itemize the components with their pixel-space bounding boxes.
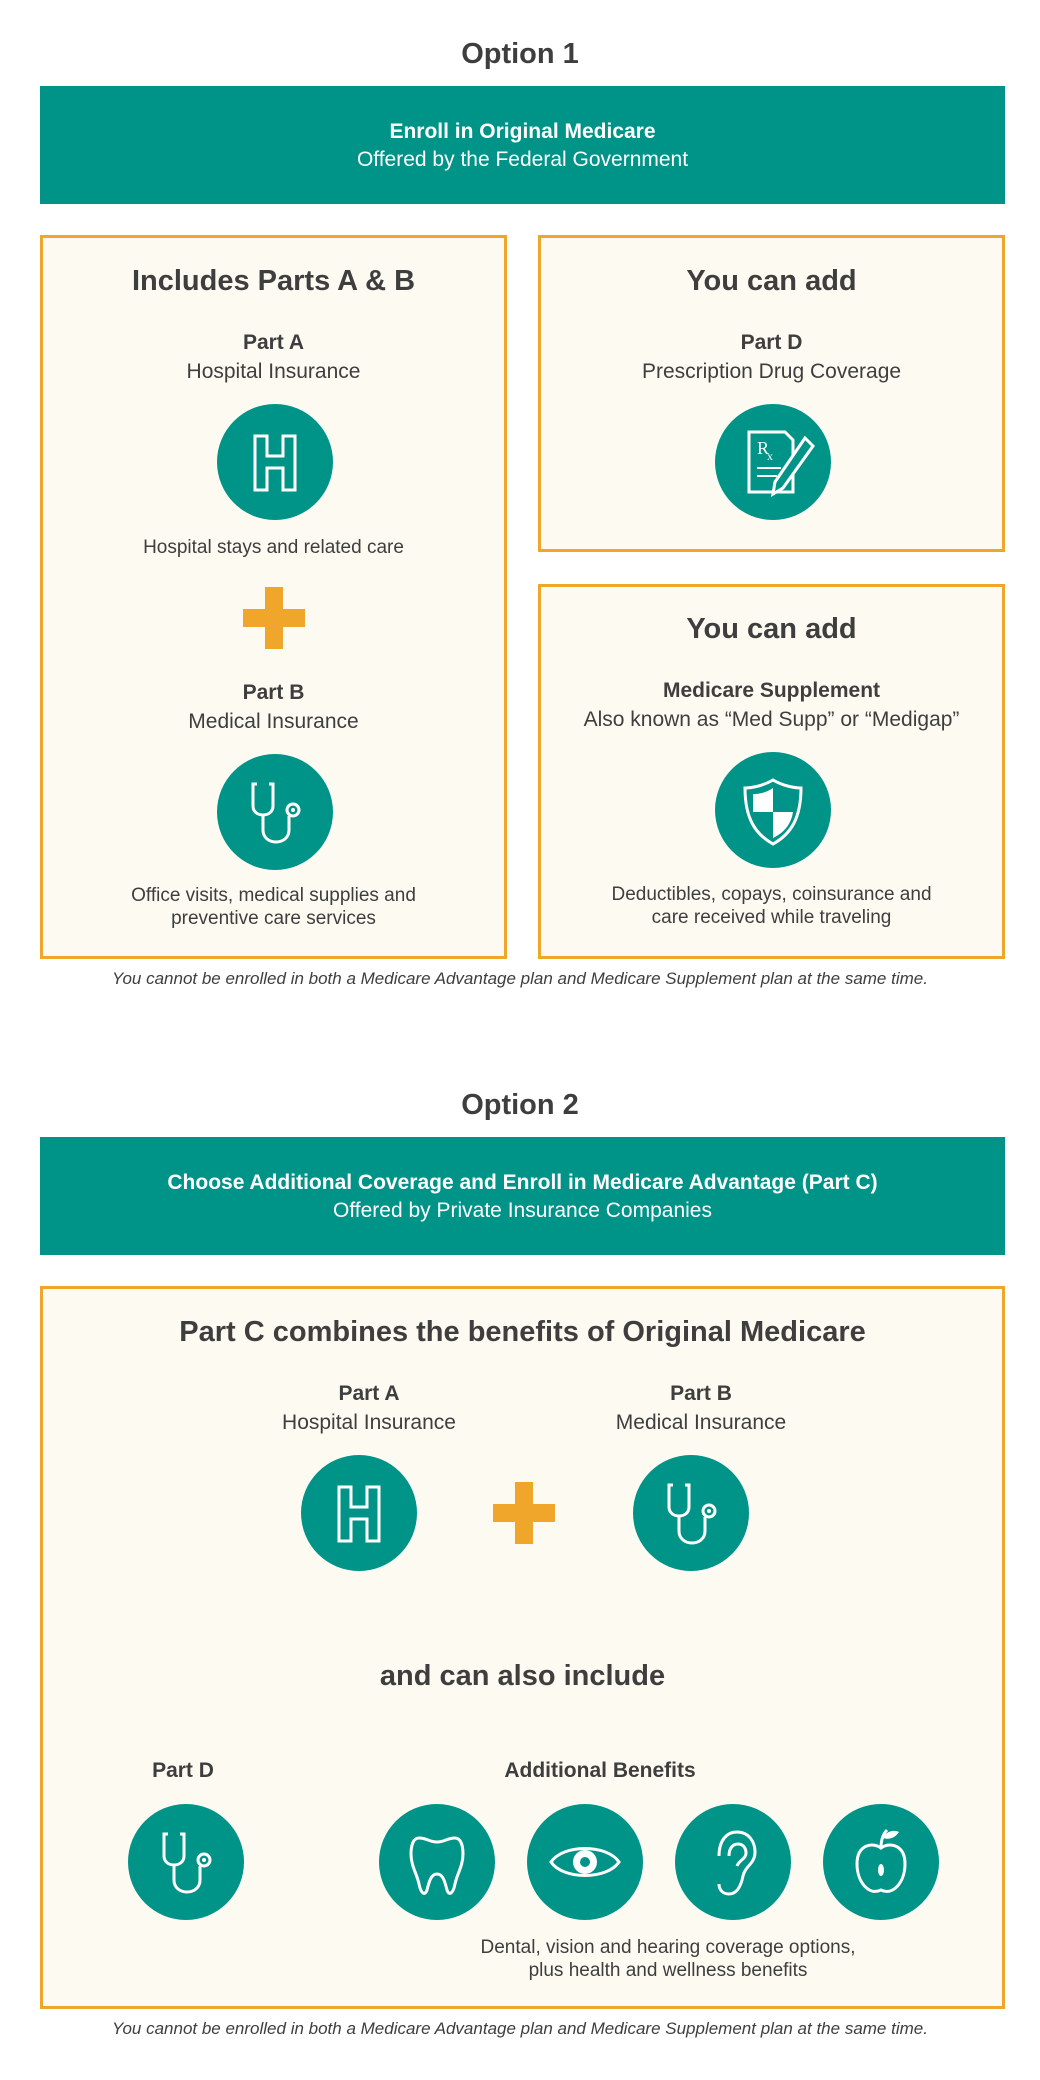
plus-icon [243, 587, 305, 649]
part-b-detail-line1: Office visits, medical supplies and [131, 885, 416, 906]
panel-heading: Part C combines the benefits of Original Medicare [179, 1316, 866, 1348]
supplement-detail-line1: Deductibles, copays, coinsurance and [611, 884, 932, 905]
part-b-desc: Medical Insurance [615, 1411, 787, 1434]
svg-text:x: x [767, 449, 773, 463]
option-2-title: Option 2 [461, 1089, 579, 1121]
supplement-name: Medicare Supplement [662, 679, 881, 702]
part-c-panel [40, 1286, 1005, 2009]
option-1-banner [40, 86, 1005, 204]
additional-benefits-name: Additional Benefits [504, 1759, 696, 1782]
part-a-detail: Hospital stays and related care [143, 537, 404, 558]
part-b-name: Part B [670, 1382, 732, 1405]
ear-icon [675, 1804, 791, 1920]
part-d-name: Part D [740, 331, 803, 354]
shield-icon [715, 752, 831, 868]
stethoscope-icon [217, 754, 333, 870]
also-include-heading: and can also include [379, 1660, 666, 1692]
part-a-desc: Hospital Insurance [282, 1411, 456, 1434]
plus-icon [493, 1482, 555, 1544]
part-d-desc: Prescription Drug Coverage [641, 360, 902, 383]
panel-heading: You can add [686, 265, 857, 297]
banner-subtitle: Offered by the Federal Government [356, 148, 689, 171]
stethoscope-icon [128, 1804, 244, 1920]
part-a-name: Part A [338, 1382, 400, 1405]
option-1-footnote: You cannot be enrolled in both a Medicare Advantage plan and Medicare Supplement plan at the same time. [112, 969, 928, 988]
additional-detail-line1: Dental, vision and hearing coverage options, [480, 1937, 856, 1958]
hospital-icon [301, 1455, 417, 1571]
part-b-detail-line2: preventive care services [171, 908, 376, 929]
panel-heading: You can add [686, 613, 857, 645]
banner-title: Enroll in Original Medicare [389, 120, 656, 143]
supplement-detail-line2: care received while traveling [651, 907, 892, 928]
eye-icon [527, 1804, 643, 1920]
banner-title: Choose Additional Coverage and Enroll in Medicare Advantage (Part C) [167, 1171, 878, 1194]
part-a-desc: Hospital Insurance [186, 360, 361, 383]
banner-subtitle: Offered by Private Insurance Companies [333, 1199, 712, 1222]
option-1-title: Option 1 [461, 38, 579, 70]
supplement-detail [541, 883, 1002, 929]
prescription-icon [715, 404, 831, 520]
part-d-name: Part D [152, 1759, 214, 1782]
svg-text:R: R [757, 438, 770, 458]
option-2-footnote: You cannot be enrolled in both a Medicare Advantage plan and Medicare Supplement plan at the same time. [112, 2019, 928, 2038]
part-a-name: Part A [242, 331, 305, 354]
hospital-icon [217, 404, 333, 520]
panel-heading: Includes Parts A & B [131, 265, 416, 297]
stethoscope-icon [633, 1455, 749, 1571]
part-b-detail [43, 884, 504, 930]
includes-parts-panel [40, 235, 507, 959]
additional-benefits-detail [368, 1936, 968, 1982]
supplement-desc: Also known as “Med Supp” or “Medigap” [583, 708, 960, 731]
apple-icon [823, 1804, 939, 1920]
part-b-desc: Medical Insurance [188, 710, 359, 733]
additional-detail-line2: plus health and wellness benefits [528, 1960, 808, 1981]
add-supplement-panel [538, 584, 1005, 959]
add-part-d-panel [538, 235, 1005, 552]
tooth-icon [379, 1804, 495, 1920]
option-2-banner [40, 1137, 1005, 1255]
part-b-name: Part B [242, 681, 305, 704]
